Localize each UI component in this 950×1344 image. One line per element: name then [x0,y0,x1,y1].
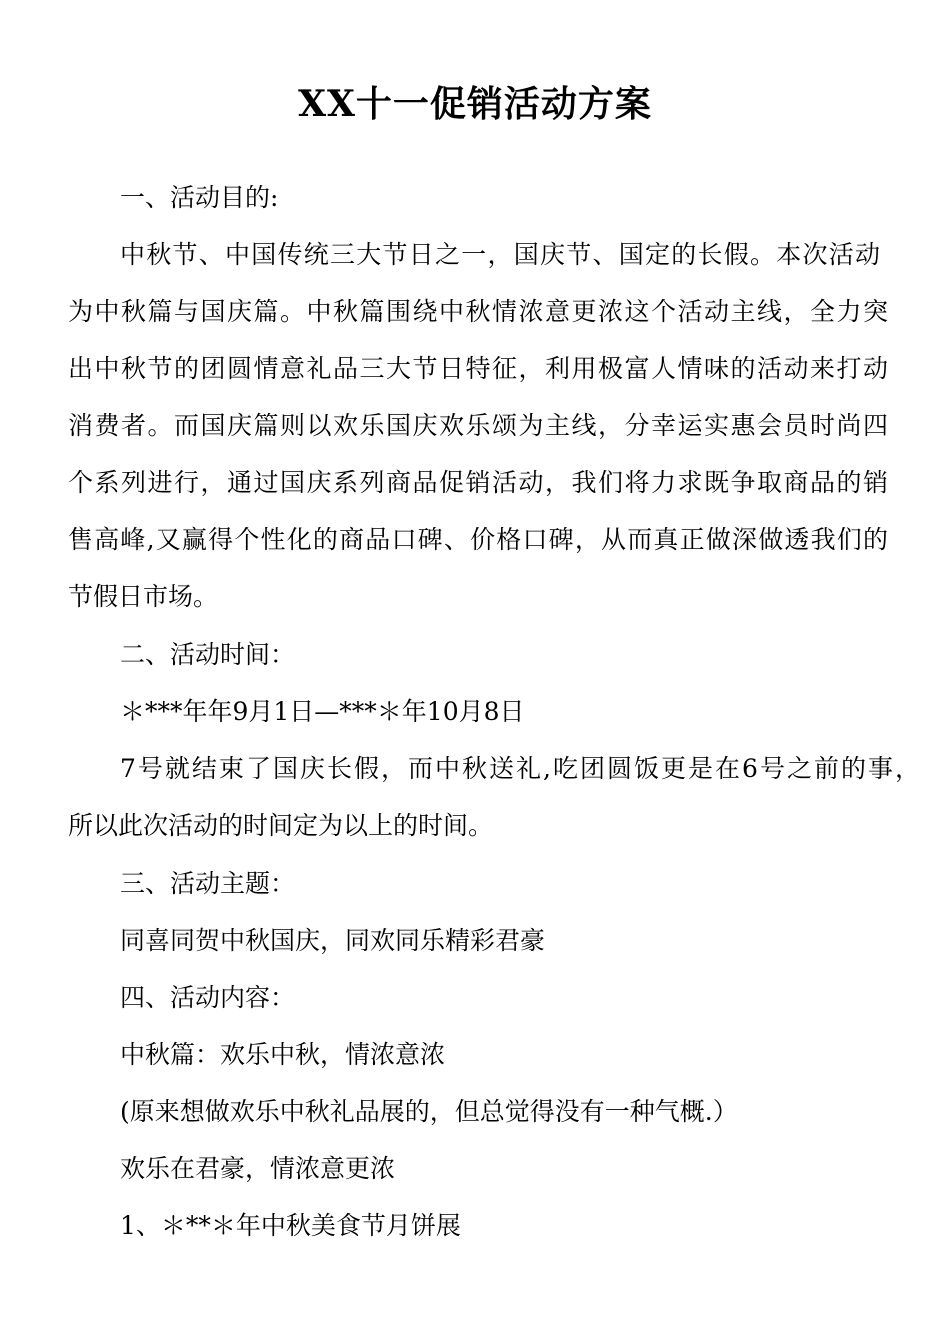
paragraph-line: 为中秋篇与国庆篇。中秋篇围绕中秋情浓意更浓这个活动主线，全力突 [68,297,888,326]
content-note: (原来想做欢乐中秋礼品展的，但总觉得没有一种气概.） [120,1097,738,1126]
activity-date-range: ＊***年年9月1日—***＊年10月8日 [120,697,525,726]
paragraph-line: 个系列进行，通过国庆系列商品促销活动，我们将力求既争取商品的销 [68,468,888,497]
paragraph-line: 中秋节、中国传统三大节日之一，国庆节、国定的长假。本次活动 [120,240,880,269]
paragraph-line: 消费者。而国庆篇则以欢乐国庆欢乐颂为主线，分幸运实惠会员时尚四 [68,411,888,440]
paragraph-line: 节假日市场。 [68,582,219,611]
paragraph-line: 所以此次活动的时间定为以上的时间。 [68,811,494,840]
content-slogan: 欢乐在君豪，情浓意更浓 [120,1154,396,1183]
document-title: XX十一促销活动方案 [298,83,652,125]
activity-theme: 同喜同贺中秋国庆，同欢同乐精彩君豪 [120,926,546,955]
content-item-1: 1、＊**＊年中秋美食节月饼展 [120,1211,461,1240]
section-heading-time: 二、活动时间： [120,640,296,669]
section-heading-theme: 三、活动主题： [120,869,296,898]
section-heading-purpose: 一、活动目的: [120,183,279,212]
content-subheading: 中秋篇：欢乐中秋，情浓意浓 [120,1040,446,1069]
paragraph-line: 售高峰,又赢得个性化的商品口碑、价格口碑，从而真正做深做透我们的 [68,525,888,554]
paragraph-line: 出中秋节的团圆情意礼品三大节日特征，利用极富人情味的活动来打动 [68,354,888,383]
paragraph-line: 7号就结束了国庆长假，而中秋送礼,吃团圆饭更是在6号之前的事， [120,754,920,783]
section-heading-content: 四、活动内容： [120,983,296,1012]
